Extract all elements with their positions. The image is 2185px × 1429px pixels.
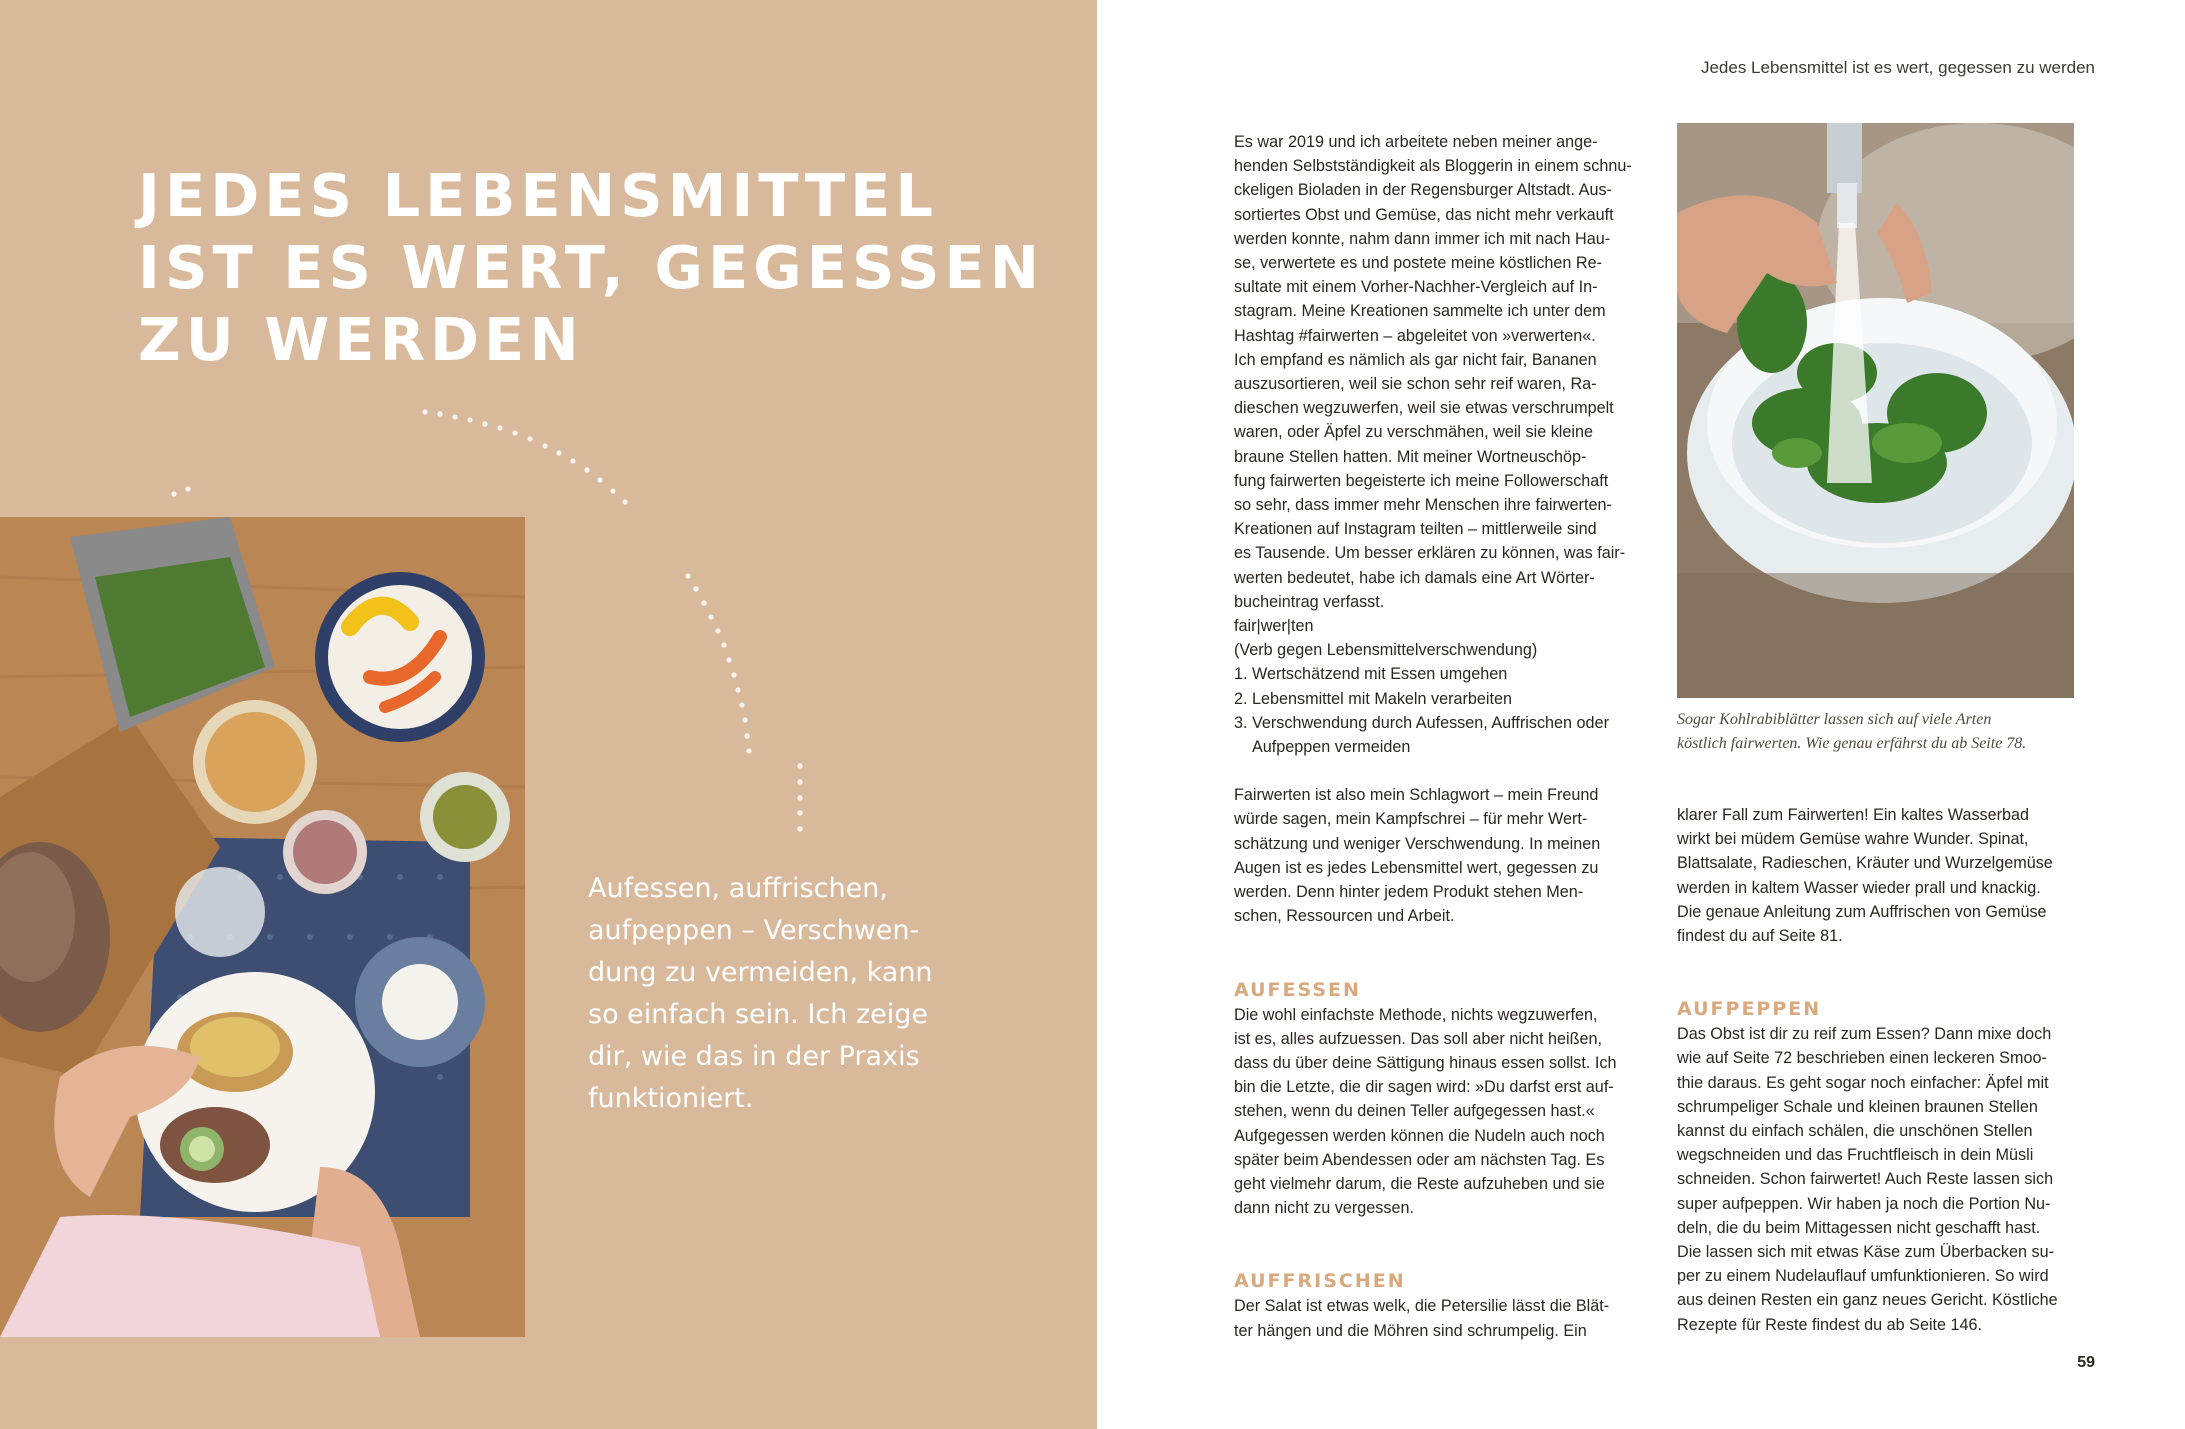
pull-quote-line: dung zu vermeiden, kann <box>588 957 933 988</box>
intro-paragraph <box>1234 130 1634 614</box>
text-line: werten bedeutet, habe ich damals eine Art Wörter- <box>1234 568 1595 587</box>
text-line: Die lassen sich mit etwas Käse zum Überbacken su- <box>1677 1243 2054 1262</box>
text-line: sultate mit einem Vorher-Nachher-Vergleich auf In- <box>1234 278 1598 297</box>
text-line: dass du über deine Sättigung hinaus essen sollst. Ich <box>1234 1053 1617 1072</box>
text-line: thie daraus. Es geht sogar noch einfacher: Äpfel mit <box>1677 1073 2049 1092</box>
section-heading-auffrischen: AUFFRISCHEN <box>1234 1270 1406 1293</box>
text-line: Die wohl einfachste Methode, nichts wegzuwerfen, <box>1234 1005 1598 1024</box>
auffrischen-continued-paragraph <box>1677 803 2077 948</box>
pull-quote <box>588 868 968 1120</box>
text-line: es Tausende. Um besser erklären zu können, was fair- <box>1234 544 1626 563</box>
section-heading-aufessen: AUFESSEN <box>1234 978 1361 1001</box>
text-line: dieschen wegzuwerfen, weil sie etwas verschrumpelt <box>1234 399 1614 418</box>
pull-quote-line: funktioniert. <box>588 1083 754 1114</box>
section-heading-aufpeppen: AUFPEPPEN <box>1677 998 1822 1021</box>
dictionary-entry <box>1234 614 1634 759</box>
text-line: dann nicht zu vergessen. <box>1234 1199 1414 1218</box>
text-line: später beim Abendessen oder am nächsten Tag. Es <box>1234 1150 1605 1169</box>
pull-quote-line: Aufessen, auffrischen, <box>588 873 888 904</box>
text-line: schätzung und weniger Verschwendung. In meinen <box>1234 834 1601 853</box>
text-line: braune Stellen hatten. Mit meiner Wortneuschöp- <box>1234 447 1587 466</box>
caption-line: köstlich fairwerten. Wie genau erfährst du ab Seite 78. <box>1677 735 2027 752</box>
text-line: ist es, alles aufzuessen. Das soll aber nicht heißen, <box>1234 1029 1603 1048</box>
chapter-title-line: ZU WERDEN <box>138 305 584 374</box>
text-line: waren, oder Äpfel zu verschmähen, weil sie kleine <box>1234 423 1594 442</box>
text-line: werden in kaltem Wasser wieder prall und knackig. <box>1677 878 2041 897</box>
dictionary-definition: (Verb gegen Lebensmittelverschwendung) <box>1234 641 1538 660</box>
text-line: henden Selbstständigkeit als Bloggerin in einem schnu- <box>1234 157 1632 176</box>
text-line: findest du auf Seite 81. <box>1677 927 1843 946</box>
photo-caption <box>1677 708 2077 756</box>
food-table-illustration <box>0 517 525 1337</box>
pull-quote-line: dir, wie das in der Praxis <box>588 1041 920 1072</box>
text-line: Der Salat ist etwas welk, die Petersilie lässt die Blät- <box>1234 1297 1610 1316</box>
aufpeppen-paragraph <box>1677 1022 2077 1337</box>
text-line: super aufpeppen. Wir haben ja noch die Portion Nu- <box>1677 1194 2051 1213</box>
food-table-photo <box>0 517 525 1337</box>
dictionary-word: fair|wer|ten <box>1234 617 1314 636</box>
text-line: klarer Fall zum Fairwerten! Ein kaltes Wasserbad <box>1677 806 2030 824</box>
bowl-washing-photo <box>1677 123 2074 698</box>
pull-quote-line: so einfach sein. Ich zeige <box>588 999 928 1030</box>
pull-quote-line: aufpeppen – Verschwen- <box>588 915 920 946</box>
chapter-title-line: IST ES WERT, GEGESSEN <box>138 233 1044 302</box>
text-line: so sehr, dass immer mehr Menschen ihre fairwerten- <box>1234 496 1612 515</box>
text-line: bucheintrag verfasst. <box>1234 592 1385 611</box>
text-line: Hashtag #fairwerten – abgeleitet von »verwerten«. <box>1234 326 1596 345</box>
dictionary-item: 2. Lebensmittel mit Makeln verarbeiten <box>1234 689 1513 708</box>
slogan-paragraph <box>1234 783 1634 928</box>
text-line: per zu einem Nudelauflauf umfunktionieren. So wird <box>1677 1267 2049 1286</box>
chapter-title-line: JEDES LEBENSMITTEL <box>138 161 939 230</box>
text-line: fung fairwerten begeisterte ich meine Followerschaft <box>1234 471 1609 490</box>
text-line: schneiden. Schon fairwertet! Auch Reste lassen sich <box>1677 1170 2054 1189</box>
text-line: wie auf Seite 72 beschrieben einen leckeren Smoo- <box>1677 1049 2047 1068</box>
dictionary-item: 1. Wertschätzend mit Essen umgehen <box>1234 665 1508 684</box>
text-column-right <box>1677 803 2077 1337</box>
text-line: ter hängen und die Möhren sind schrumpelig. Ein <box>1234 1321 1587 1340</box>
running-head: Jedes Lebensmittel ist es wert, gegessen zu werden <box>1700 58 2095 77</box>
dictionary-list <box>1234 662 1634 759</box>
text-line: Fairwerten ist also mein Schlagwort – mein Freund <box>1234 786 1599 805</box>
right-page <box>1097 0 2185 1429</box>
text-line: Das Obst ist dir zu reif zum Essen? Dann mixe doch <box>1677 1025 2052 1044</box>
text-line: stehen, wenn du deinen Teller aufgegessen hast.« <box>1234 1102 1595 1121</box>
text-line: deln, die du beim Mittagessen nicht geschafft hast. <box>1677 1218 2041 1237</box>
text-line: Es war 2019 und ich arbeitete neben meiner ange- <box>1234 133 1598 151</box>
text-line: werden. Denn hinter jedem Produkt stehen Men- <box>1234 883 1584 902</box>
text-line: Blattsalate, Radieschen, Kräuter und Wurzelgemüse <box>1677 854 2053 873</box>
text-line: Ich empfand es nämlich als gar nicht fair, Bananen <box>1234 350 1597 369</box>
text-line: stagram. Meine Kreationen sammelte ich unter dem <box>1234 302 1606 321</box>
text-line: aus deinen Resten ein ganz neues Gericht. Köstliche <box>1677 1291 2058 1310</box>
page-number: 59 <box>2077 1354 2095 1371</box>
text-line: auszusortieren, weil sie schon sehr reif waren, Ra- <box>1234 375 1597 394</box>
caption-line: Sogar Kohlrabiblätter lassen sich auf viele Arten <box>1677 711 1992 728</box>
text-line: kannst du einfach schälen, die unschönen Stellen <box>1677 1122 2033 1141</box>
dictionary-item: 3. Verschwendung durch Aufessen, Auffrischen oder Aufpeppen vermeiden <box>1234 713 1609 757</box>
auffrischen-paragraph <box>1234 1294 1634 1342</box>
text-line: Rezepte für Reste findest du ab Seite 146. <box>1677 1315 1983 1334</box>
text-line: schrumpeliger Schale und kleinen braunen Stellen <box>1677 1097 2038 1116</box>
text-line: bin die Letzte, die dir sagen wird: »Du darfst erst auf- <box>1234 1078 1614 1097</box>
text-line: Aufgegessen werden können die Nudeln auch noch <box>1234 1126 1605 1145</box>
text-line: würde sagen, mein Kampfschrei – für mehr Wert- <box>1234 810 1588 829</box>
text-line: werden konnte, nahm dann immer ich mit nach Hau- <box>1234 229 1611 248</box>
text-line: wirkt bei müdem Gemüse wahre Wunder. Spinat, <box>1677 830 2029 849</box>
text-line: Die genaue Anleitung zum Auffrischen von Gemüse <box>1677 902 2047 921</box>
text-line: geht vielmehr darum, die Reste aufzuheben und sie <box>1234 1174 1605 1193</box>
aufessen-paragraph <box>1234 1003 1634 1221</box>
text-column-left <box>1234 130 1634 1343</box>
text-line: schen, Ressourcen und Arbeit. <box>1234 907 1455 926</box>
text-line: Augen ist es jedes Lebensmittel wert, gegessen zu <box>1234 858 1599 877</box>
text-line: ckeligen Bioladen in der Regensburger Altstadt. Aus- <box>1234 181 1612 200</box>
text-line: sortiertes Obst und Gemüse, das nicht mehr verkauft <box>1234 205 1614 224</box>
text-line: se, verwertete es und postete meine köstlichen Re- <box>1234 254 1603 273</box>
bowl-washing-illustration <box>1677 123 2074 698</box>
text-line: wegschneiden und das Fruchtfleisch in dein Müsli <box>1677 1146 2034 1165</box>
text-line: Kreationen auf Instagram teilten – mittlerweile sind <box>1234 520 1597 539</box>
